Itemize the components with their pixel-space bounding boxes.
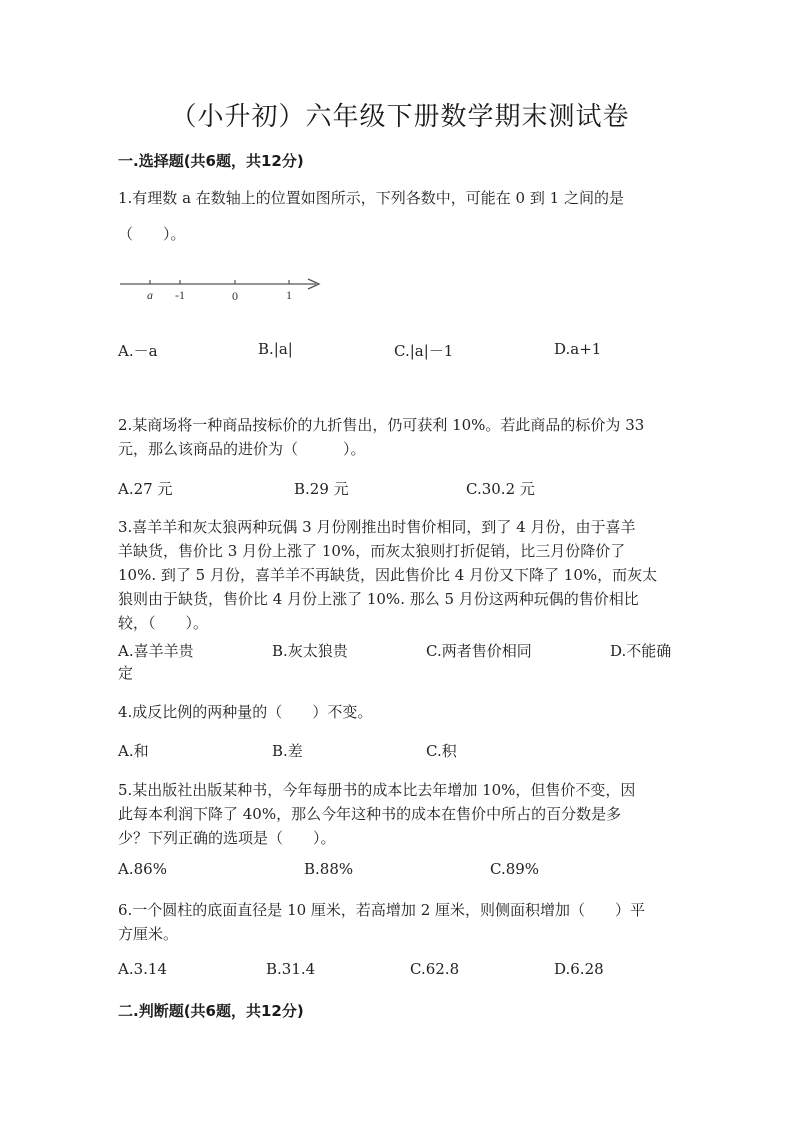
- option-b[interactable]: B.差: [272, 742, 303, 760]
- label-0: 0: [232, 289, 238, 303]
- option-b[interactable]: B.31.4: [266, 960, 316, 978]
- option-a[interactable]: A.27 元: [118, 480, 173, 498]
- question-line: 4.成反比例的两种量的（ ）不变。: [118, 703, 373, 721]
- option-b[interactable]: B.88%: [304, 860, 354, 878]
- label-a: a: [147, 288, 153, 302]
- question-line: 10%. 到了 5 月份，喜羊羊不再缺货，因此售价比 4 月份又下降了 10%，而灰太: [118, 566, 658, 584]
- question-line: 6.一个圆柱的底面直径是 10 厘米，若高增加 2 厘米，则侧面积增加（ ）平: [118, 901, 646, 919]
- option-c[interactable]: C.积: [426, 742, 457, 760]
- question-line: 1.有理数 a 在数轴上的位置如图所示，下列各数中，可能在 0 到 1 之间的是: [118, 189, 624, 207]
- option-a[interactable]: A.86%: [118, 860, 167, 878]
- question-line: 元，那么该商品的进价为（ ）。: [118, 440, 366, 458]
- option-c[interactable]: C.两者售价相同: [426, 642, 532, 660]
- option-c[interactable]: C.89%: [490, 860, 540, 878]
- option-d-wrap: [118, 662, 698, 686]
- option-c[interactable]: C.|a|－1: [394, 342, 454, 360]
- option-a[interactable]: A.喜羊羊贵: [118, 642, 194, 660]
- question-6: [118, 898, 688, 946]
- option-d[interactable]: D.a+1: [554, 340, 602, 358]
- section-heading-choice: 一.选择题(共6题，共12分): [118, 152, 304, 170]
- option-b[interactable]: B.灰太狼贵: [272, 642, 348, 660]
- option-d[interactable]: D.6.28: [554, 960, 604, 978]
- option-b[interactable]: B.|a|: [258, 340, 293, 358]
- question-3: [118, 515, 688, 635]
- question-line: 少？下列正确的选项是（ ）。: [118, 829, 336, 847]
- label-minus-1: -1: [175, 288, 185, 302]
- options-q6: [118, 960, 698, 984]
- options-q1: [118, 340, 698, 364]
- question-1: [118, 186, 688, 246]
- section-heading-judgment: 二.判断题(共6题，共12分): [118, 1002, 304, 1020]
- option-c[interactable]: C.30.2 元: [466, 480, 535, 498]
- page-title: （小升初）六年级下册数学期末测试卷: [170, 102, 630, 132]
- question-2: [118, 413, 688, 461]
- options-q2: [118, 478, 698, 502]
- options-q4: [118, 740, 698, 764]
- option-d[interactable]: D.不能确: [610, 642, 672, 660]
- number-line-figure: [116, 272, 326, 306]
- question-line: 较，（ ）。: [118, 614, 209, 632]
- question-line: （ ）。: [118, 225, 186, 243]
- question-line: 羊缺货，售价比 3 月份上涨了 10%，而灰太狼则打折促销，比三月份降价了: [118, 542, 626, 560]
- option-a[interactable]: A.－a: [118, 342, 158, 360]
- option-a[interactable]: A.和: [118, 742, 149, 760]
- option-c[interactable]: C.62.8: [410, 960, 460, 978]
- option-d-continuation: 定: [118, 664, 134, 682]
- question-line: 5.某出版社出版某种书，今年每册书的成本比去年增加 10%，但售价不变，因: [118, 781, 636, 799]
- question-line: 此每本利润下降了 40%，那么今年这种书的成本在售价中所占的百分数是多: [118, 805, 622, 823]
- question-4: [118, 700, 688, 724]
- question-line: 狼则由于缺货，售价比 4 月份上涨了 10%. 那么 5 月份这两种玩偶的售价相比: [118, 590, 639, 608]
- options-q3: [118, 640, 698, 664]
- option-b[interactable]: B.29 元: [294, 480, 349, 498]
- label-1: 1: [286, 288, 292, 302]
- question-line: 2.某商场将一种商品按标价的九折售出，仍可获利 10%。若此商品的标价为 33: [118, 416, 645, 434]
- option-a[interactable]: A.3.14: [118, 960, 167, 978]
- question-line: 方厘米。: [118, 925, 179, 943]
- question-5: [118, 778, 688, 850]
- question-line: 3.喜羊羊和灰太狼两种玩偶 3 月份刚推出时售价相同，到了 4 月份，由于喜羊: [118, 518, 636, 536]
- options-q5: [118, 860, 698, 884]
